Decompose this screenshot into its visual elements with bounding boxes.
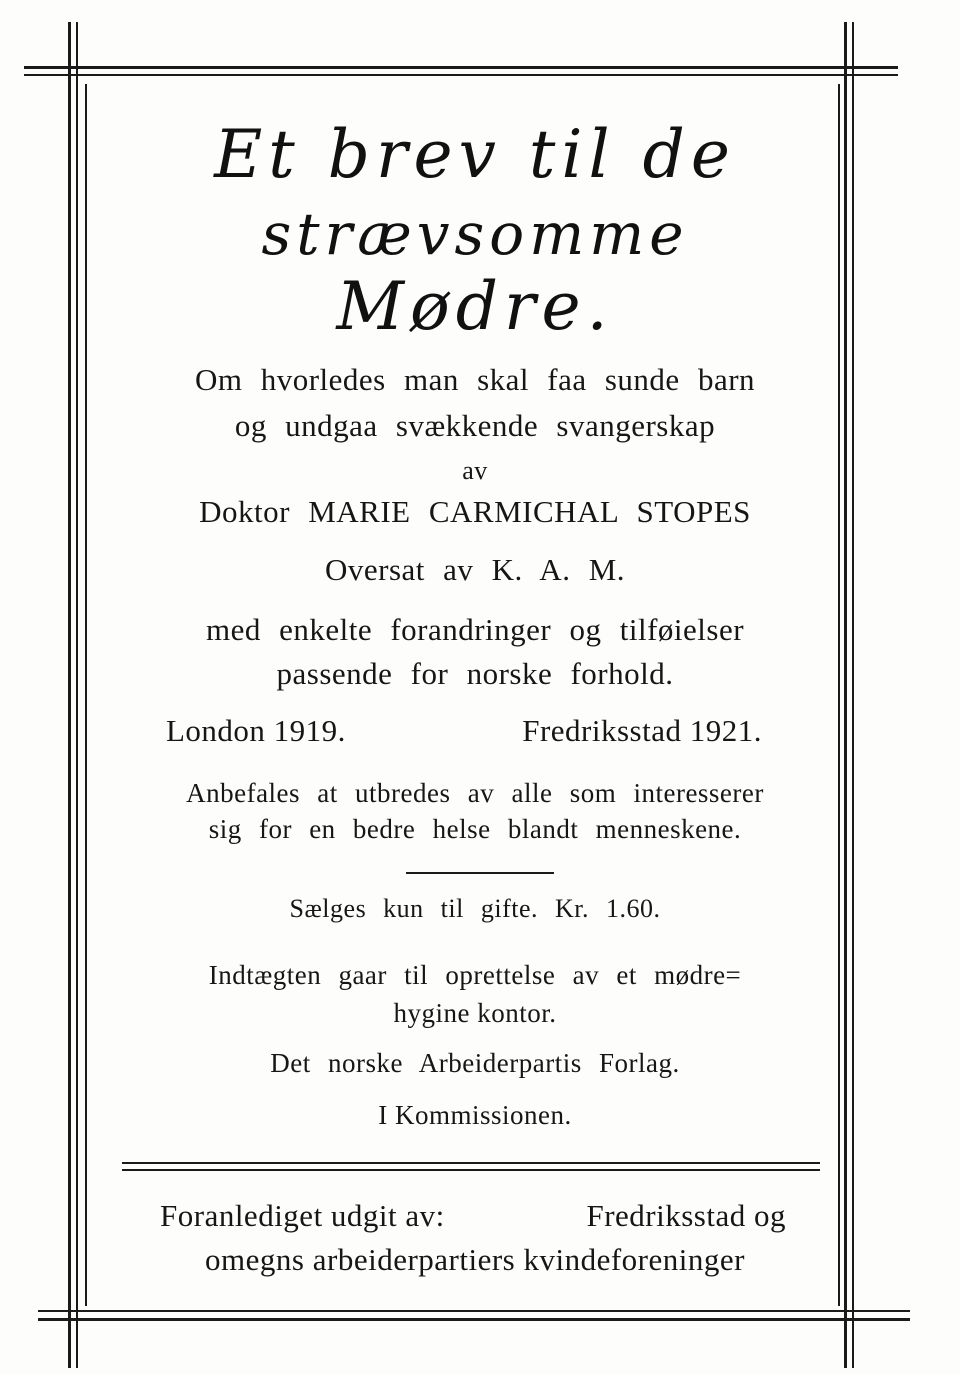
subtitle-line-2: og undgaa svækkende svangerskap — [234, 408, 716, 443]
border-left-outer — [68, 22, 71, 1368]
border-left-frame — [85, 84, 87, 1306]
publisher-commission: I Kommissionen. — [378, 1100, 572, 1130]
short-divider — [406, 872, 554, 874]
border-top-inner — [24, 74, 898, 76]
author-name: Doktor MARIE CARMICHAL STOPES — [199, 494, 751, 529]
title-line-2: strævsomme — [261, 200, 689, 268]
footer-line-2: omegns arbeiderpartiers kvindeforeninger — [205, 1242, 745, 1277]
footer-divider-top — [122, 1162, 820, 1164]
border-left-inner — [76, 22, 78, 1368]
footer-publisher-place: Fredriksstad og — [586, 1198, 786, 1233]
translation-note-line-2: passende for norske forhold. — [276, 656, 674, 691]
title-line-3: Mødre. — [336, 268, 614, 345]
subtitle-line-1: Om hvorledes man skal faa sunde barn — [194, 362, 756, 397]
places-row — [166, 713, 762, 749]
border-top-outer — [24, 66, 898, 69]
border-bottom-inner — [38, 1310, 910, 1312]
place-fredriksstad: Fredriksstad 1921. — [522, 713, 762, 748]
footer-line-1 — [160, 1198, 786, 1234]
footer-divider-bottom — [122, 1169, 820, 1171]
publisher-name: Det norske Arbeiderpartis Forlag. — [270, 1048, 680, 1078]
proceeds-line-1: Indtægten gaar til oprettelse av et mødre= — [208, 960, 742, 990]
sale-price: Sælges kun til gifte. Kr. 1.60. — [289, 894, 661, 923]
title-line-1: Et brev til de — [214, 116, 736, 193]
author-by: av — [462, 456, 488, 485]
translation-note-line-1: med enkelte forandringer og tilføielser — [205, 612, 745, 647]
recommendation-line-1: Anbefales at utbredes av alle som interesserer — [186, 778, 764, 808]
place-london: London 1919. — [166, 713, 346, 748]
footer-publisher-label: Foranlediget udgit av: — [160, 1198, 445, 1233]
border-bottom-outer — [38, 1318, 910, 1321]
recommendation-line-2: sig for en bedre helse blandt menneskene. — [208, 814, 742, 844]
translator: Oversat av K. A. M. — [324, 552, 626, 587]
proceeds-line-2: hygine kontor. — [393, 998, 557, 1028]
